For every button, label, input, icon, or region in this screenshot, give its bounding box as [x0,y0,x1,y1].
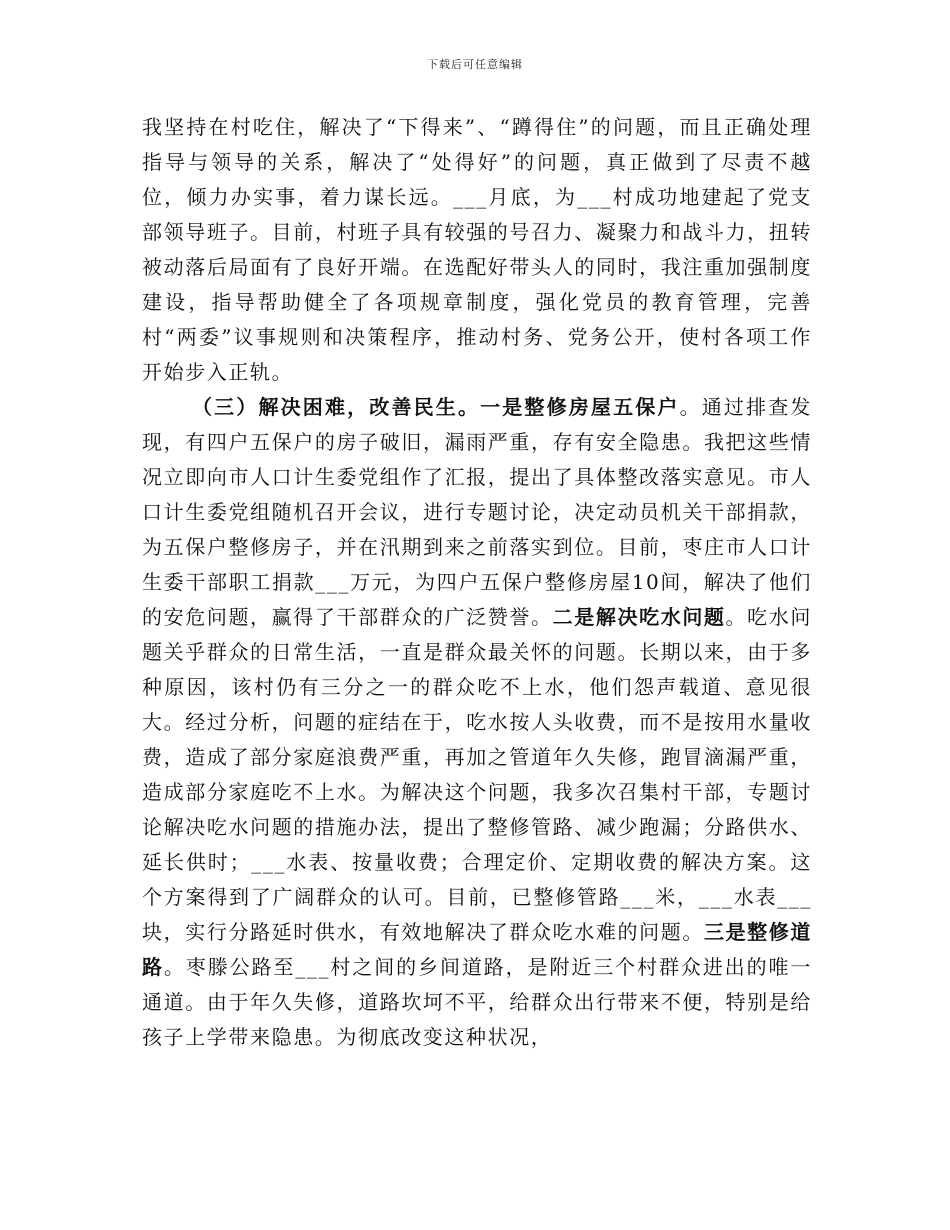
item1-title: 一是整修房屋五保户 [480,395,680,419]
item1-text: 。通过排查发现，有四户五保户的房子破旧，漏雨严重，存有安全隐患。我把这些情况立即向市人口计生委党组作了汇报，提出了具体整改落实意见。市人口计生委党组随机召开会议，进行专题讨论，决定动员机关干部捐款，为五保户整修房子，并在汛期到来之前落实到位。目前，枣庄市人口计生委干部职工捐款___万元，为四户五保户整修房屋10间，解决了他们的安危问题，赢得了干部群众的广泛赞誉。 [142,395,812,629]
page-header: 下载后可任意编辑 [427,58,523,71]
document-body [142,110,812,1055]
paragraph-solve-difficulties [142,390,812,1055]
item3-text: 。枣滕公路至___村之间的乡间道路，是附近三个村群众进出的唯一通道。由于年久失修，道路坎坷不平，给群众出行带来不便，特别是给孩子上学带来隐患。为彻底改变这种状况， [142,955,812,1049]
section-heading: （三）解决困难，改善民生。 [192,395,481,419]
item2-title: 二是解决吃水问题 [552,605,726,629]
paragraph-village-leadership: 我坚持在村吃住，解决了“下得来”、“蹲得住”的问题，而且正确处理指导与领导的关系，解决了“处得好”的问题，真正做到了尽责不越位，倾力办实事，着力谋长远。___月底，为___村成功地建起了党支部领导班子。目前，村班子具有较强的号召力、凝聚力和战斗力，扭转被动落后局面有了良好开端。在选配好带头人的同时，我注重加强制度建设，指导帮助健全了各项规章制度，强化党员的教育管理，完善村“两委”议事规则和决策程序，推动村务、党务公开，使村各项工作开始步入正轨。 [142,115,812,384]
item3-title: 三是整修道路 [142,920,813,979]
item2-text: 。吃水问题关乎群众的日常生活，一直是群众最关怀的问题。长期以来，由于多种原因，该村仍有三分之一的群众吃不上水，他们怨声载道、意见很大。经过分析，问题的症结在于，吃水按人头收费，而不是按用水量收费，造成了部分家庭浪费严重，再加之管道年久失修，跑冒滴漏严重，造成部分家庭吃不上水。为解决这个问题，我多次召集村干部，专题讨论解决吃水问题的措施办法，提出了整修管路、减少跑漏；分路供水、延长供时；___水表、按量收费；合理定价、定期收费的解决方案。这个方案得到了广阔群众的认可。目前，已整修管路___米，___水表___块，实行分路延时供水，有效地解决了群众吃水难的问题。 [142,605,812,944]
